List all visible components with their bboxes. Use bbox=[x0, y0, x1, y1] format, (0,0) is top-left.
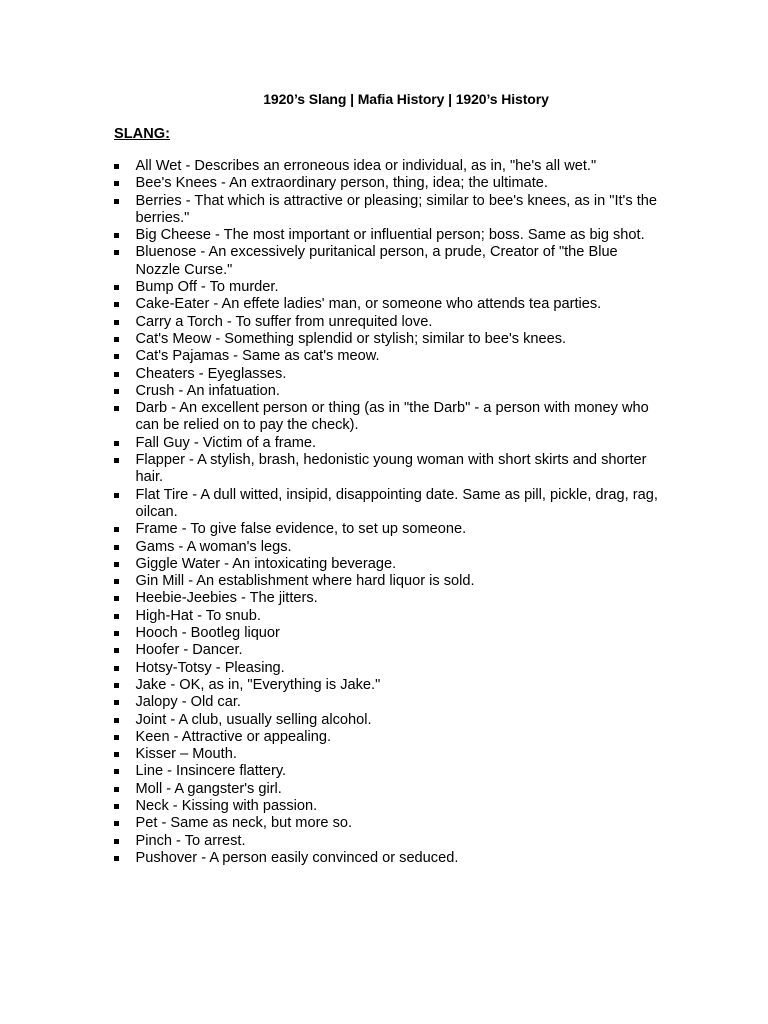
list-item bbox=[114, 366, 659, 383]
square-bullet-icon bbox=[114, 406, 119, 411]
list-item bbox=[114, 850, 659, 867]
list-item-text: Fall Guy - Victim of a frame. bbox=[135, 434, 317, 451]
list-item-text: All Wet - Describes an erroneous idea or individual, as in, "he's all wet." bbox=[135, 158, 597, 174]
square-bullet-icon bbox=[114, 493, 119, 498]
square-bullet-icon bbox=[114, 839, 119, 844]
list-item bbox=[114, 781, 659, 798]
list-item-text: Hooch - Bootleg liquor bbox=[135, 625, 280, 642]
list-item-text: Flat Tire - A dull witted, insipid, disappointing date. Same as pill, pickle, drag, rag, oilcan. bbox=[135, 486, 658, 520]
list-item bbox=[114, 694, 659, 711]
list-item-text: Pushover - A person easily convinced or seduced. bbox=[135, 849, 459, 866]
square-bullet-icon bbox=[114, 527, 119, 532]
list-item-text: Carry a Torch - To suffer from unrequited love. bbox=[135, 313, 433, 330]
list-item-text: Pet - Same as neck, but more so. bbox=[135, 815, 353, 832]
list-item bbox=[114, 452, 659, 487]
square-bullet-icon bbox=[114, 302, 119, 307]
list-item bbox=[114, 833, 659, 850]
list-item-text: Cat's Pajamas - Same as cat's meow. bbox=[135, 348, 380, 365]
list-item-text: Cat's Meow - Something splendid or stylish; similar to bee's knees. bbox=[135, 330, 567, 347]
list-item bbox=[114, 521, 659, 538]
square-bullet-icon bbox=[114, 821, 119, 826]
list-item-text: Gams - A woman's legs. bbox=[135, 538, 292, 555]
square-bullet-icon bbox=[114, 372, 119, 377]
slang-list bbox=[114, 158, 659, 867]
square-bullet-icon bbox=[114, 769, 119, 774]
list-item bbox=[114, 193, 659, 228]
square-bullet-icon bbox=[114, 856, 119, 861]
list-item-text: Crush - An infatuation. bbox=[135, 382, 280, 399]
list-item-text: High-Hat - To snub. bbox=[135, 607, 261, 624]
square-bullet-icon bbox=[114, 233, 119, 238]
list-item bbox=[114, 625, 659, 642]
list-item bbox=[114, 175, 659, 192]
page-title: 1920’s Slang | Mafia History | 1920’s History bbox=[263, 91, 549, 107]
square-bullet-icon bbox=[114, 441, 119, 446]
list-item-text: Hoofer - Dancer. bbox=[135, 642, 243, 659]
list-item bbox=[114, 487, 659, 522]
list-item bbox=[114, 815, 659, 832]
list-item bbox=[114, 279, 659, 296]
square-bullet-icon bbox=[114, 804, 119, 809]
list-item bbox=[114, 677, 659, 694]
list-item bbox=[114, 556, 659, 573]
square-bullet-icon bbox=[114, 631, 119, 636]
square-bullet-icon bbox=[114, 164, 119, 169]
list-item bbox=[114, 348, 659, 365]
list-item-text: Hotsy-Totsy - Pleasing. bbox=[135, 659, 285, 676]
square-bullet-icon bbox=[114, 562, 119, 567]
list-item-text: Flapper - A stylish, brash, hedonistic young woman with short skirts and shorter hair. bbox=[135, 452, 647, 486]
list-item bbox=[114, 729, 659, 746]
square-bullet-icon bbox=[114, 337, 119, 342]
list-item bbox=[114, 539, 659, 556]
list-item-text: Giggle Water - An intoxicating beverage. bbox=[135, 555, 397, 572]
list-item bbox=[114, 746, 659, 763]
list-item bbox=[114, 314, 659, 331]
square-bullet-icon bbox=[114, 545, 119, 550]
list-item bbox=[114, 383, 659, 400]
square-bullet-icon bbox=[114, 354, 119, 359]
square-bullet-icon bbox=[114, 285, 119, 290]
list-item bbox=[114, 400, 659, 435]
square-bullet-icon bbox=[114, 596, 119, 601]
square-bullet-icon bbox=[114, 735, 119, 740]
square-bullet-icon bbox=[114, 787, 119, 792]
list-item bbox=[114, 798, 659, 815]
list-item bbox=[114, 763, 659, 780]
list-item bbox=[114, 435, 659, 452]
section-heading-slang: SLANG: bbox=[114, 126, 170, 142]
list-item bbox=[114, 712, 659, 729]
list-item bbox=[114, 244, 659, 279]
square-bullet-icon bbox=[114, 666, 119, 671]
list-item bbox=[114, 227, 659, 244]
list-item bbox=[114, 642, 659, 659]
list-item-text: Keen - Attractive or appealing. bbox=[135, 728, 332, 745]
list-item bbox=[114, 660, 659, 677]
list-item-text: Heebie-Jeebies - The jitters. bbox=[135, 590, 318, 607]
square-bullet-icon bbox=[114, 579, 119, 584]
list-item-text: Kisser – Mouth. bbox=[135, 746, 237, 763]
list-item bbox=[114, 608, 659, 625]
list-item-text: Neck - Kissing with passion. bbox=[135, 797, 318, 814]
square-bullet-icon bbox=[114, 718, 119, 723]
list-item-text: Gin Mill - An establishment where hard liquor is sold. bbox=[135, 573, 475, 590]
list-item-text: Big Cheese - The most important or influential person; boss. Same as big shot. bbox=[135, 227, 645, 244]
list-item bbox=[114, 296, 659, 313]
square-bullet-icon bbox=[114, 181, 119, 186]
list-item-text: Joint - A club, usually selling alcohol. bbox=[135, 711, 372, 728]
square-bullet-icon bbox=[114, 458, 119, 463]
list-item-text: Bee's Knees - An extraordinary person, thing, idea; the ultimate. bbox=[135, 175, 548, 192]
square-bullet-icon bbox=[114, 320, 119, 325]
square-bullet-icon bbox=[114, 250, 119, 255]
list-item bbox=[114, 590, 659, 607]
list-item bbox=[114, 573, 659, 590]
square-bullet-icon bbox=[114, 199, 119, 204]
square-bullet-icon bbox=[114, 389, 119, 394]
list-item-text: Pinch - To arrest. bbox=[135, 832, 246, 849]
list-item-text: Cheaters - Eyeglasses. bbox=[135, 365, 287, 382]
square-bullet-icon bbox=[114, 648, 119, 653]
square-bullet-icon bbox=[114, 614, 119, 619]
square-bullet-icon bbox=[114, 752, 119, 757]
square-bullet-icon bbox=[114, 700, 119, 705]
list-item-text: Moll - A gangster's girl. bbox=[135, 780, 282, 797]
list-item-text: Line - Insincere flattery. bbox=[135, 763, 287, 780]
list-item-text: Jake - OK, as in, "Everything is Jake." bbox=[135, 676, 381, 693]
list-item-text: Darb - An excellent person or thing (as in "the Darb" - a person with money who can be relied on to pay the check). bbox=[135, 400, 649, 434]
list-item bbox=[114, 158, 659, 175]
list-item-text: Berries - That which is attractive or pleasing; similar to bee's knees, as in "It's the berries." bbox=[135, 192, 657, 226]
list-item-text: Jalopy - Old car. bbox=[135, 694, 241, 711]
list-item-text: Bluenose - An excessively puritanical person, a prude, Creator of "the Blue Nozzle Curse." bbox=[135, 244, 618, 278]
list-item-text: Frame - To give false evidence, to set up someone. bbox=[135, 521, 467, 538]
list-item bbox=[114, 331, 659, 348]
list-item-text: Bump Off - To murder. bbox=[135, 279, 279, 296]
list-item-text: Cake-Eater - An effete ladies' man, or someone who attends tea parties. bbox=[135, 296, 602, 313]
square-bullet-icon bbox=[114, 683, 119, 688]
